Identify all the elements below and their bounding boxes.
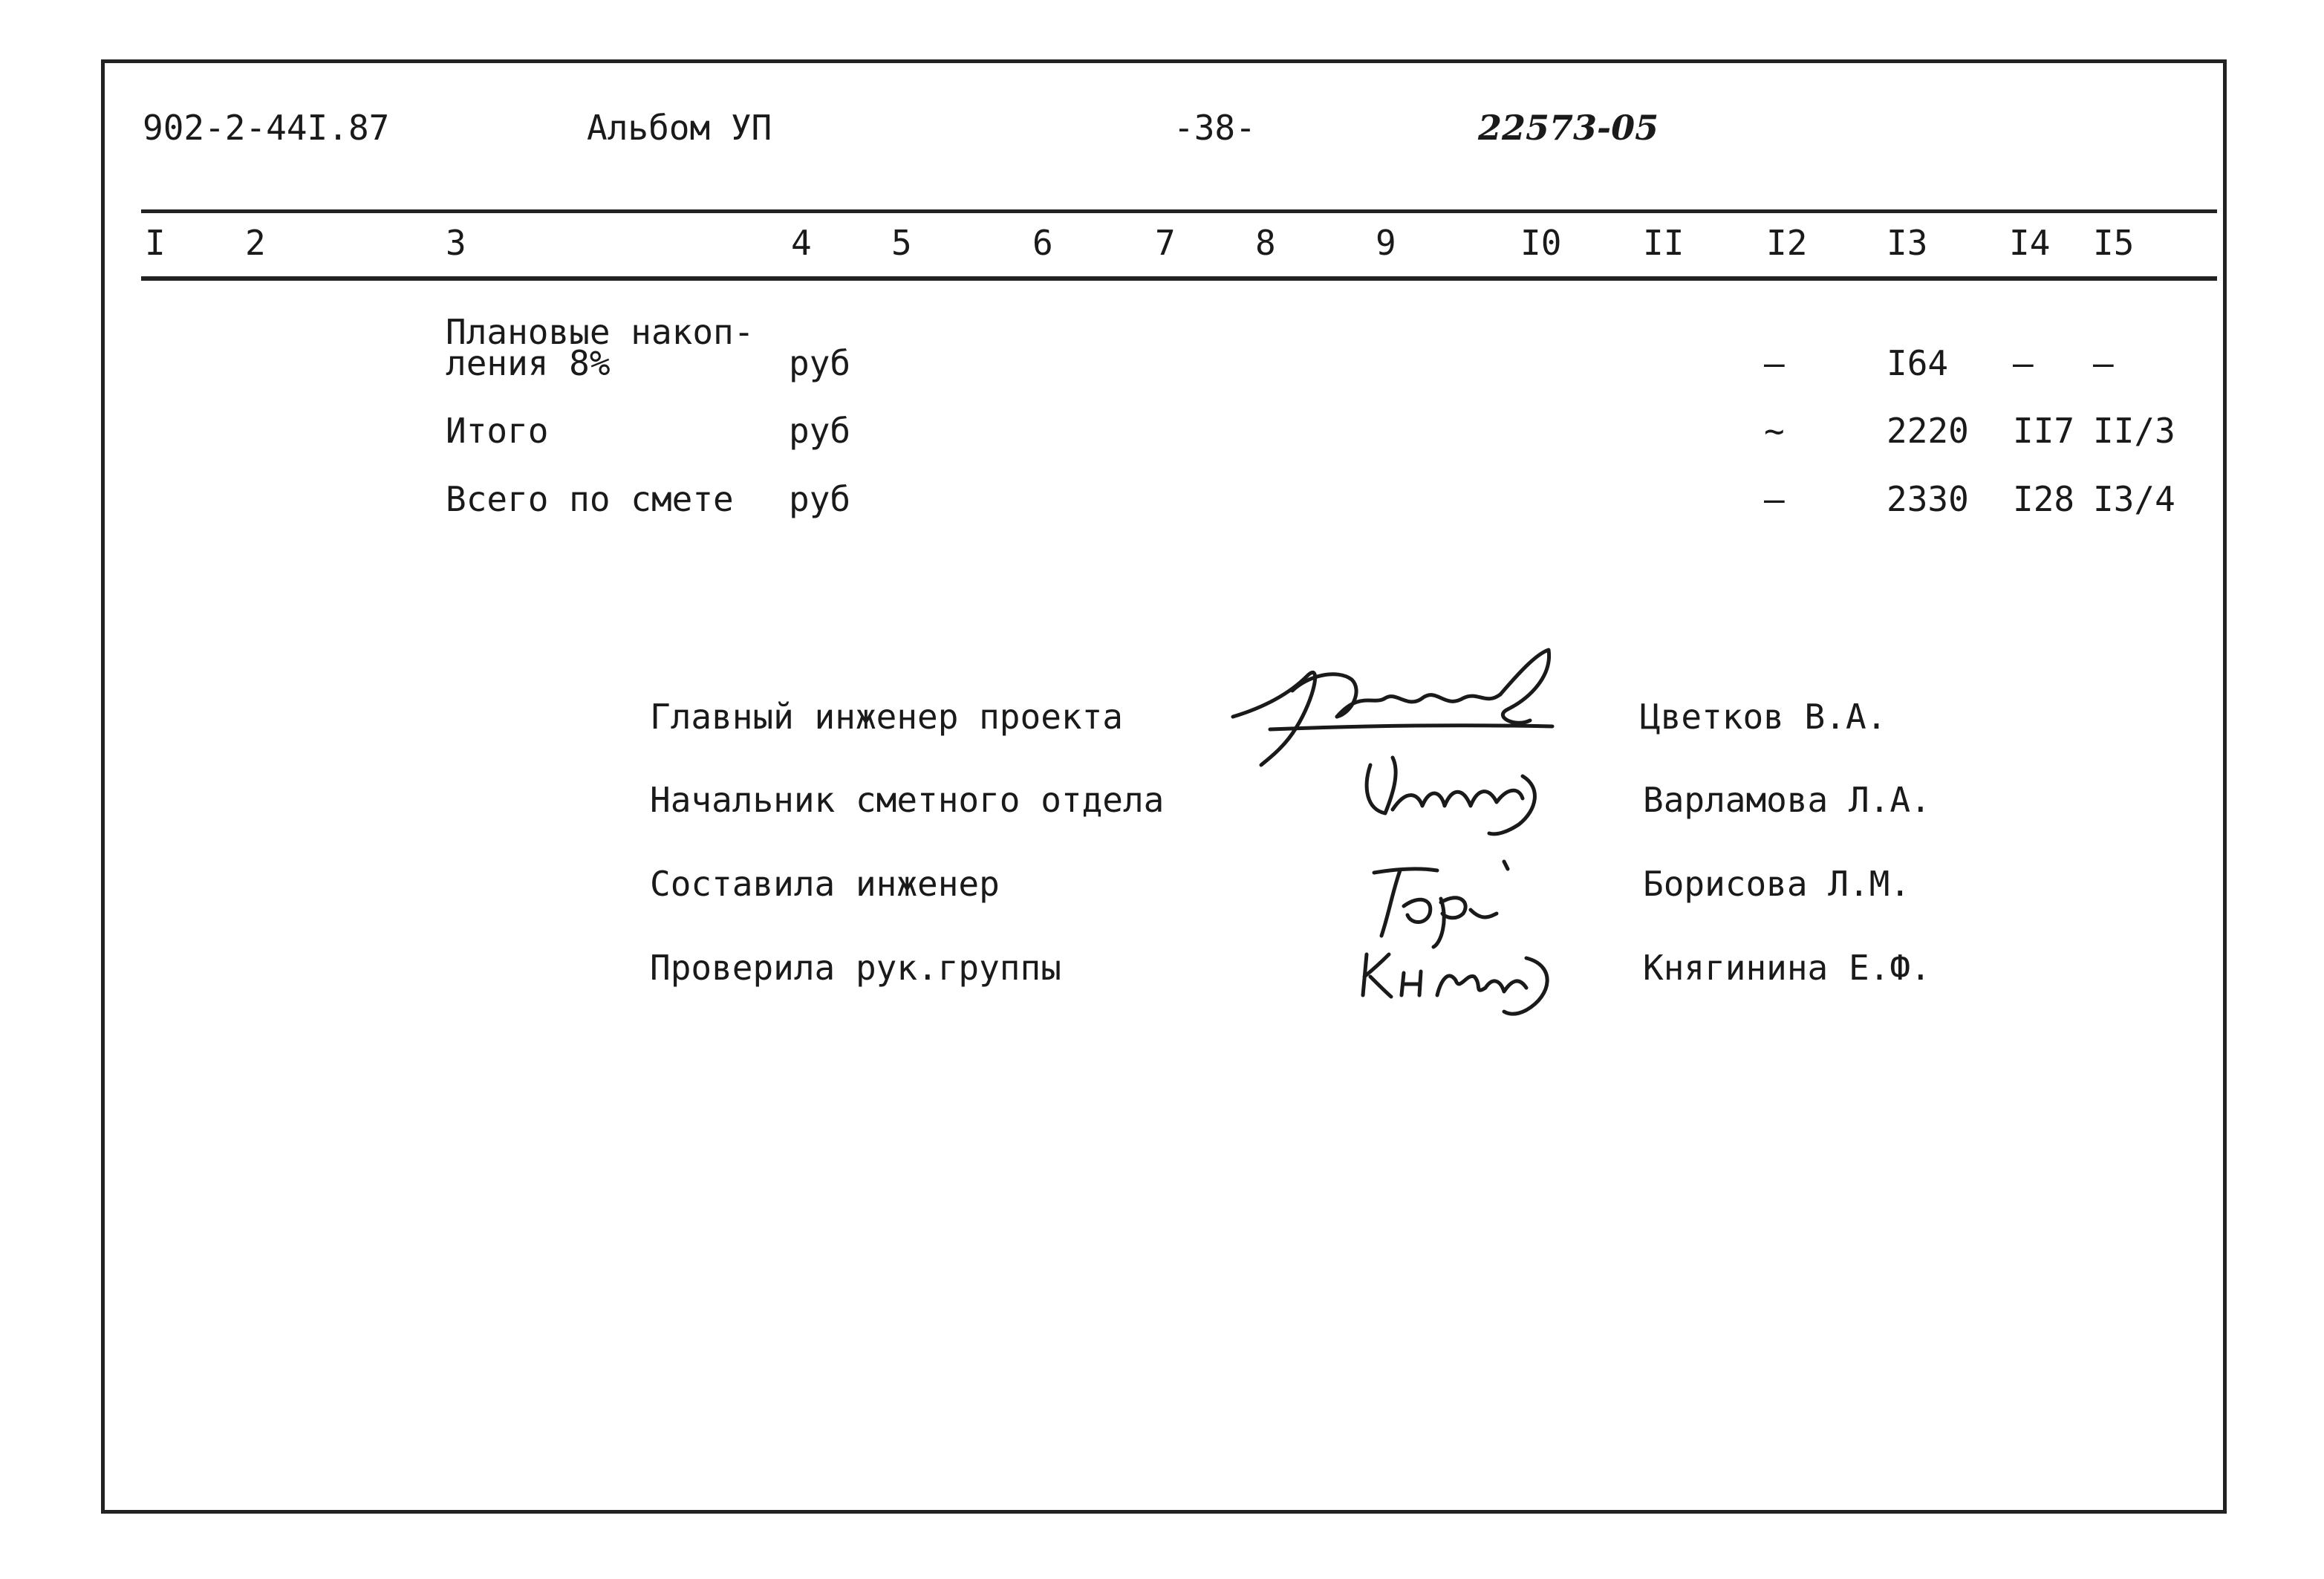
cell-12: – <box>1764 343 1785 383</box>
doc-code: 902-2-44I.87 <box>143 108 390 148</box>
col-num: II <box>1643 223 1685 263</box>
col-num: 9 <box>1376 223 1396 263</box>
row-unit: руб <box>789 411 851 451</box>
cell-15: I3/4 <box>2093 479 2175 519</box>
cell-13: I64 <box>1887 343 1949 383</box>
row-name: ления 8% <box>446 343 611 383</box>
header-top-rule <box>141 209 2217 213</box>
cell-13: 2330 <box>1887 479 1969 519</box>
cell-14: I28 <box>2013 479 2075 519</box>
row-name: Итого <box>446 411 549 451</box>
col-num: I0 <box>1520 223 1562 263</box>
cell-12: – <box>1764 479 1785 519</box>
row-unit: руб <box>789 479 851 519</box>
signer-role: Составила инженер <box>650 864 1000 904</box>
col-num: 6 <box>1032 223 1053 263</box>
col-num: I5 <box>2093 223 2135 263</box>
signer-name: Княгинина Е.Ф. <box>1643 948 1931 988</box>
cell-14: II7 <box>2013 411 2075 451</box>
signer-role: Проверила рук.группы <box>650 948 1061 988</box>
col-num: 8 <box>1255 223 1276 263</box>
row-name: Всего по смете <box>446 479 734 519</box>
col-num: I3 <box>1887 223 1928 263</box>
col-num: 4 <box>791 223 812 263</box>
page-number: -38- <box>1174 108 1256 148</box>
inventory-number: 22573-05 <box>1478 108 1659 148</box>
cell-12: ~ <box>1764 411 1785 451</box>
col-num: 2 <box>245 223 266 263</box>
signer-role: Начальник сметного отдела <box>650 780 1165 820</box>
signer-name: Варламова Л.А. <box>1643 780 1931 820</box>
cell-15: II/3 <box>2093 411 2175 451</box>
cell-15: – <box>2093 343 2114 383</box>
signature-4 <box>1355 936 1586 1018</box>
header-bottom-rule <box>141 276 2217 281</box>
col-num: 5 <box>891 223 912 263</box>
col-num: I4 <box>2009 223 2051 263</box>
cell-13: 2220 <box>1887 411 1969 451</box>
col-num: 7 <box>1155 223 1176 263</box>
album-label: Альбом УП <box>587 108 772 148</box>
cell-14: – <box>2013 343 2034 383</box>
signer-name: Борисова Л.М. <box>1643 864 1911 904</box>
signer-name: Цветков В.А. <box>1640 697 1887 737</box>
col-num: 3 <box>446 223 466 263</box>
row-unit: руб <box>789 343 851 383</box>
signature-2 <box>1348 743 1571 839</box>
row-name: Плановые накоп- <box>446 312 755 352</box>
signer-role: Главный инженер проекта <box>650 697 1123 737</box>
col-num: I <box>145 223 166 263</box>
col-num: I2 <box>1766 223 1808 263</box>
